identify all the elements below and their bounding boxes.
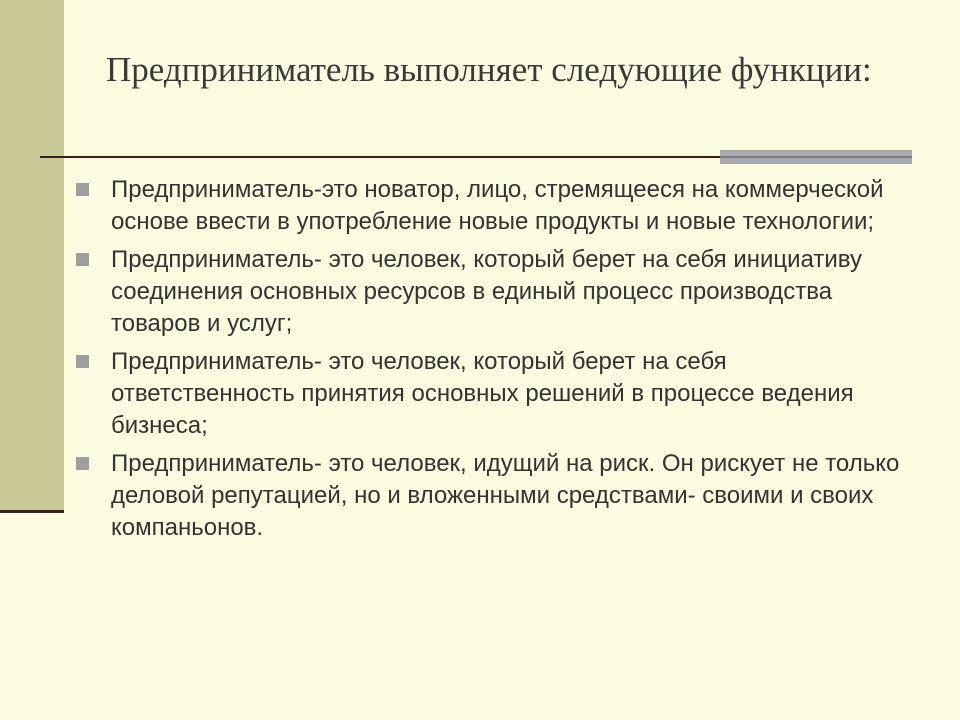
left-band-rule — [0, 510, 64, 513]
bullet-list — [76, 174, 916, 550]
title-accent-bar — [720, 150, 912, 164]
bullet-text: Предприниматель- это человек, который берет на себя инициативу соединения основных ресурсов в единый процесс производства товаров и услуг; — [111, 246, 862, 337]
bullet-item — [76, 174, 916, 238]
bullet-item — [76, 448, 916, 544]
bullet-item — [76, 346, 916, 442]
bullet-text: Предприниматель-это новатор, лицо, стремящееся на коммерческой основе ввести в употребление новые продукты и новые технологии; — [111, 176, 884, 235]
square-bullet-icon — [76, 183, 89, 196]
bullet-item — [76, 244, 916, 340]
bullet-text: Предприниматель- это человек, идущий на риск. Он рискует не только деловой репутацией, но и вложенными средствами- своими и своих компаньонов. — [111, 450, 900, 541]
square-bullet-icon — [76, 355, 89, 368]
square-bullet-icon — [76, 457, 89, 470]
bullet-text: Предприниматель- это человек, который берет на себя ответственность принятия основных решений в процессе ведения бизнеса; — [111, 348, 854, 439]
square-bullet-icon — [76, 253, 89, 266]
left-decorative-band — [0, 0, 64, 511]
slide-title: Предприниматель выполняет следующие функции: — [106, 50, 872, 89]
